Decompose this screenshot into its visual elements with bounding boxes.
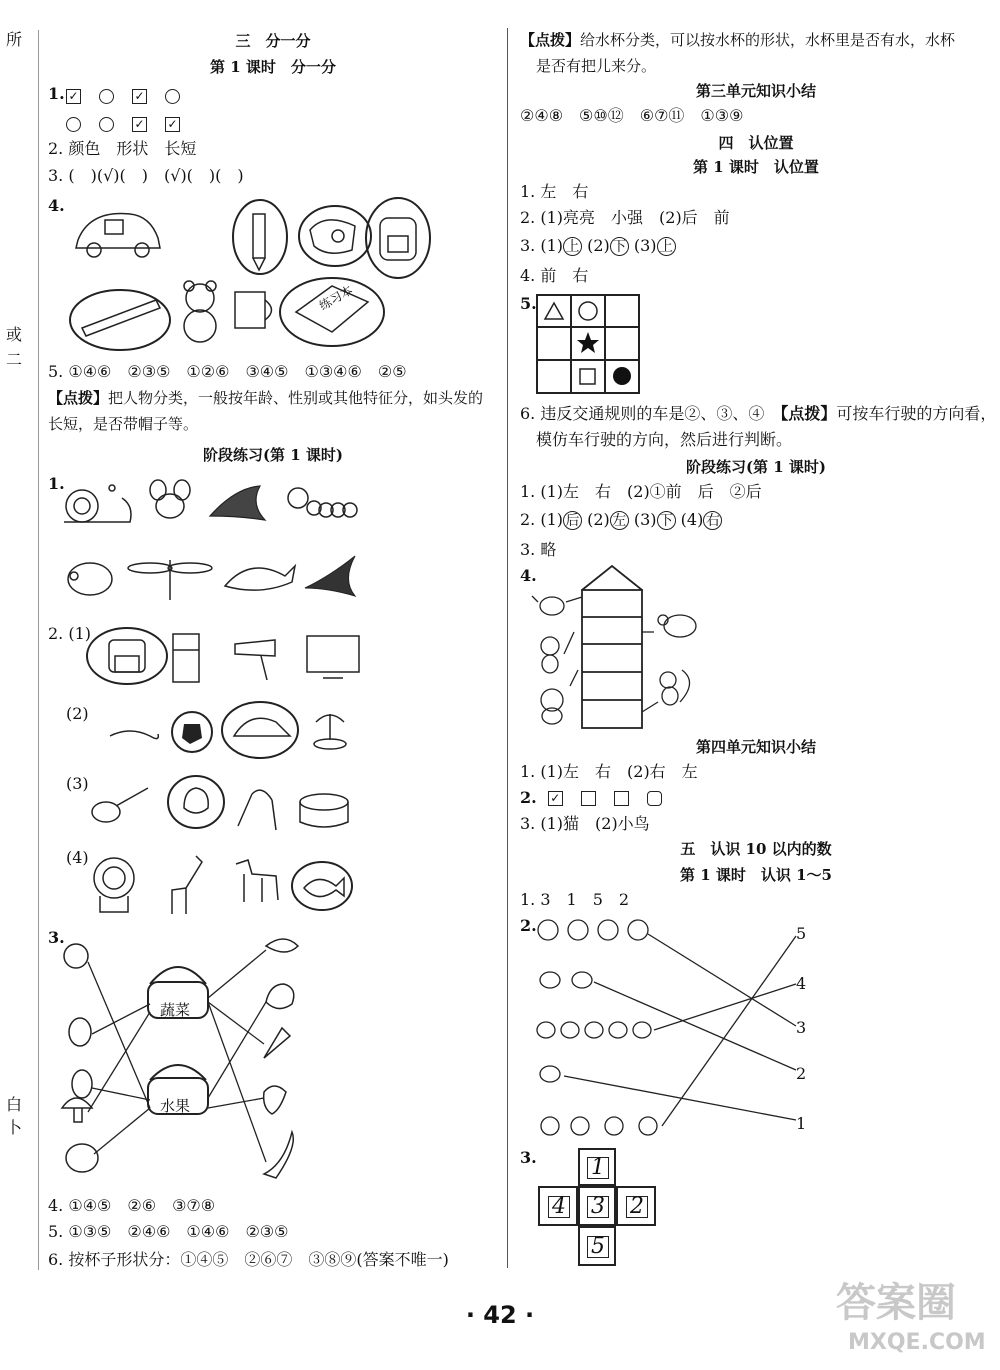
s2-row4-animals: [86, 852, 356, 918]
chick-icon: [540, 972, 592, 988]
count-number: 3: [796, 1018, 807, 1037]
st-q4-label: 4.: [520, 566, 537, 585]
circle-icon: [99, 89, 114, 104]
circled-answer: 下: [657, 511, 676, 530]
q-label: 2. (1): [520, 510, 564, 529]
swallow-icon: [305, 556, 355, 596]
margin-char: 卜: [6, 1118, 23, 1137]
nunchaku-icon: [238, 790, 276, 830]
cat-icon: [538, 920, 648, 940]
q-label: (3): [633, 510, 657, 529]
hedgehog-icon: [537, 1022, 651, 1038]
apple-icon: [64, 944, 88, 968]
s2-label: 2. (1): [48, 624, 92, 643]
sum4-q1: 1. (1)左 右 (2)右 左: [520, 762, 698, 781]
watermark-logo: 答案圈: [836, 1280, 956, 1326]
armchair-icon: [109, 640, 145, 672]
s1-animals: [60, 476, 360, 606]
peach-icon: [184, 788, 208, 813]
q4-label: 4.: [48, 196, 65, 215]
q5-answer: 5. ①④⑥ ②③⑤ ①②⑥ ③④⑤ ①③④⑥ ②⑤: [48, 362, 407, 381]
sheep-icon: [658, 615, 696, 637]
tip2-line1: [520, 30, 955, 50]
giraffe-icon: [172, 856, 202, 914]
u4-q1: 1. 左 右: [520, 182, 589, 201]
s3-label: 3.: [48, 928, 65, 947]
tip-tag: 【点拨】: [780, 404, 837, 423]
strawberry-icon: [264, 1086, 286, 1114]
counting-match: [534, 914, 807, 1146]
q-label: (2): [587, 236, 610, 255]
tip-text: 给水杯分类，可以按水杯的形状，水杯里是否有水，水杯: [580, 31, 956, 49]
count-number: 1: [796, 1114, 807, 1133]
bee-icon: [150, 480, 190, 518]
mug-icon: [235, 292, 272, 328]
unit5-lesson-title: 第 1 课时 认识 1～5: [680, 866, 832, 884]
stage2-title: 阶段练习(第 1 课时): [685, 458, 827, 476]
book-label: 练习本: [316, 282, 356, 314]
circled-answer: 后: [563, 511, 582, 530]
s2-part2-label: (2): [66, 704, 89, 723]
tv-icon: [307, 636, 359, 678]
fish-icon: [304, 878, 344, 897]
st-q1: 1. (1)左 右 (2)①前 后 ②后: [520, 482, 762, 501]
q-label: 3. (1): [520, 236, 564, 255]
horse-icon: [236, 860, 278, 902]
q6-text: 6. 违反交通规则的车是②、③、④: [520, 404, 765, 423]
peach-icon: [266, 984, 294, 1009]
s1-label: 1.: [48, 474, 65, 493]
sum4-q2: [520, 788, 680, 808]
s2-row3-instruments: [86, 774, 356, 834]
page-number: · 42 ·: [465, 1301, 535, 1329]
filled-circle-icon: [613, 367, 631, 385]
watermelon-icon: [66, 1144, 98, 1172]
q2-answer: 2. 颜色 形状 长短: [48, 139, 197, 158]
margin-char: 或: [6, 325, 23, 344]
u4-q5-label: 5.: [520, 294, 537, 313]
count-number: 4: [796, 974, 807, 993]
bee-icon: [540, 1066, 560, 1082]
stage-title: 阶段练习(第 1 课时): [202, 446, 344, 464]
square-checked-icon: ✓: [132, 117, 147, 132]
hair-dryer-icon: [235, 640, 275, 680]
circled-answer: 下: [610, 237, 629, 256]
match-lines: [564, 597, 658, 712]
position-grid: [536, 294, 640, 394]
s2-part3-label: (3): [66, 774, 89, 793]
cross-digit: 3: [587, 1196, 609, 1218]
tip2-line2: 是否有把儿来分。: [536, 57, 657, 75]
s3-matching: [58, 932, 308, 1182]
tip-text: 可按车行驶的方向看，: [836, 404, 997, 423]
u4-q2: 2. (1)亮亮 小强 (2)后 前: [520, 208, 730, 227]
star-icon: [577, 332, 599, 353]
dolphin-icon: [225, 566, 295, 590]
snail-icon: [64, 485, 131, 522]
circled-answer: 上: [563, 237, 582, 256]
s2-part4-label: (4): [66, 848, 89, 867]
cross-digit: 1: [587, 1157, 609, 1179]
backpack-icon: [380, 218, 416, 260]
count-number: 5: [796, 924, 807, 943]
s2-row2-items: [110, 700, 370, 760]
square-checked-icon: ✓: [548, 791, 563, 806]
summary4-title: 第四单元知识小结: [695, 738, 816, 756]
cross-digit: 2: [626, 1196, 648, 1218]
circled-answer: 上: [657, 237, 676, 256]
eggplant-icon: [266, 939, 298, 952]
rounded-square-icon: [647, 791, 662, 806]
sum4-q3: 3. (1)猫 (2)小鸟: [520, 814, 650, 833]
u4-q4: 4. 前 右: [520, 266, 589, 285]
circle-icon: [99, 117, 114, 132]
square-icon: [614, 791, 629, 806]
margin-rule: [38, 30, 39, 1270]
basket-veg-label: 蔬菜: [160, 1001, 191, 1019]
summary3-title: 第三单元知识小结: [695, 82, 816, 100]
match-lines: [564, 934, 796, 1126]
q-label: (3): [633, 236, 657, 255]
unit4-lesson-title: 第 1 课时 认位置: [693, 158, 819, 176]
building-diagram: [530, 562, 710, 732]
snail-icon: [541, 1117, 657, 1135]
mushroom-icon: [62, 1098, 92, 1122]
unit4-title: 四 认位置: [718, 134, 794, 152]
u5-q1: 1. 3 1 5 2: [520, 890, 630, 909]
square-icon: [581, 791, 596, 806]
lesson-title: 第 1 课时 分一分: [210, 58, 336, 76]
pencil-icon: [253, 214, 265, 270]
count-number: 2: [796, 1064, 807, 1083]
margin-char: 白: [6, 1095, 23, 1114]
ruler-icon: [82, 300, 160, 336]
sharpener-icon: [310, 220, 355, 253]
drum-icon: [300, 794, 348, 827]
lion-icon: [94, 858, 134, 912]
s6-answer: 6. 按杯子形状分：①④⑤ ②⑥⑦ ③⑧⑨(答案不唯一): [48, 1250, 449, 1269]
q-label: (2): [587, 510, 610, 529]
unit5-title: 五 认识 10 以内的数: [680, 840, 832, 858]
circle-icon: [165, 89, 180, 104]
jump-rope-icon: [110, 731, 158, 739]
bird-icon: [532, 596, 564, 615]
tip-tag: 【点拨】: [48, 389, 109, 407]
margin-char: 所: [6, 30, 23, 49]
s5-answer: 5. ①③⑤ ②④⑥ ①④⑥ ②③⑤: [48, 1222, 289, 1241]
square-checked-icon: ✓: [132, 89, 147, 104]
cross-digit: 5: [587, 1236, 609, 1258]
circled-answer: 左: [610, 511, 629, 530]
st-q3: 3. 略: [520, 540, 557, 559]
basket-fruit-label: 水果: [160, 1097, 191, 1115]
pig-icon: [541, 689, 563, 724]
cucumber-icon: [264, 1132, 293, 1178]
monkey-icon: [541, 637, 559, 673]
u4-q6-line1: [520, 404, 996, 424]
bird-icon: [210, 486, 265, 520]
q-label: 2.: [520, 788, 537, 807]
tip-tag: 【点拨】: [520, 31, 581, 49]
st-q2: [520, 510, 722, 530]
fountain-icon: [314, 714, 346, 749]
pig-icon: [68, 563, 112, 595]
watermark-url: MXQE.COM: [848, 1330, 986, 1355]
s4-answer: 4. ①④⑤ ②⑥ ③⑦⑧: [48, 1196, 216, 1215]
squirrel-icon: [660, 670, 690, 705]
circled-answer: 右: [703, 511, 722, 530]
basket-icon: [148, 967, 208, 1114]
cross-digit: 4: [548, 1196, 570, 1218]
tip1-line1: [48, 388, 483, 408]
grapes-icon: [72, 1070, 92, 1098]
circle-icon: [579, 302, 597, 320]
column-divider: [507, 28, 508, 1268]
unit-title: 三 分一分: [235, 32, 311, 50]
u4-q6-line2: 模仿车行驶的方向，然后进行判断。: [536, 430, 793, 449]
u4-q3: [520, 236, 676, 256]
square-checked-icon: ✓: [66, 89, 81, 104]
cap-icon: [234, 718, 290, 736]
triangle-icon: [545, 303, 563, 319]
u5-q3-label: 3.: [520, 1148, 537, 1167]
cabbage-icon: [69, 1018, 91, 1046]
guitar-icon: [92, 788, 148, 822]
u5-q2-label: 2.: [520, 916, 537, 935]
square-icon: [580, 369, 595, 384]
q1-label: 1.: [48, 84, 65, 103]
dragonfly-icon: [128, 560, 212, 600]
s2-row1-appliances: [85, 628, 365, 688]
teddy-bear-icon: [184, 281, 216, 342]
q-label: (4): [680, 510, 704, 529]
refrigerator-icon: [173, 634, 199, 682]
car-icon: [76, 214, 160, 257]
tip1-line2: 长短，是否带帽子等。: [48, 415, 199, 433]
q1-shapes-row1: [66, 86, 198, 105]
tip-text: 把人物分类，一般按年龄、性别或其他特征分，如头发的: [108, 389, 484, 407]
carrot-icon: [264, 1028, 290, 1058]
q3-answer: 3. ( )(√)( ) (√)( )( ): [48, 166, 244, 185]
square-checked-icon: ✓: [165, 117, 180, 132]
q1-shapes-row2: [66, 114, 198, 133]
margin-char: 二: [6, 350, 23, 369]
circle-icon: [66, 117, 81, 132]
summary3-answer: ②④⑧ ⑤⑩⑫ ⑥⑦⑪ ①③⑨: [520, 106, 744, 125]
caterpillar-icon: [288, 488, 357, 517]
q4-illustration: [70, 200, 500, 350]
